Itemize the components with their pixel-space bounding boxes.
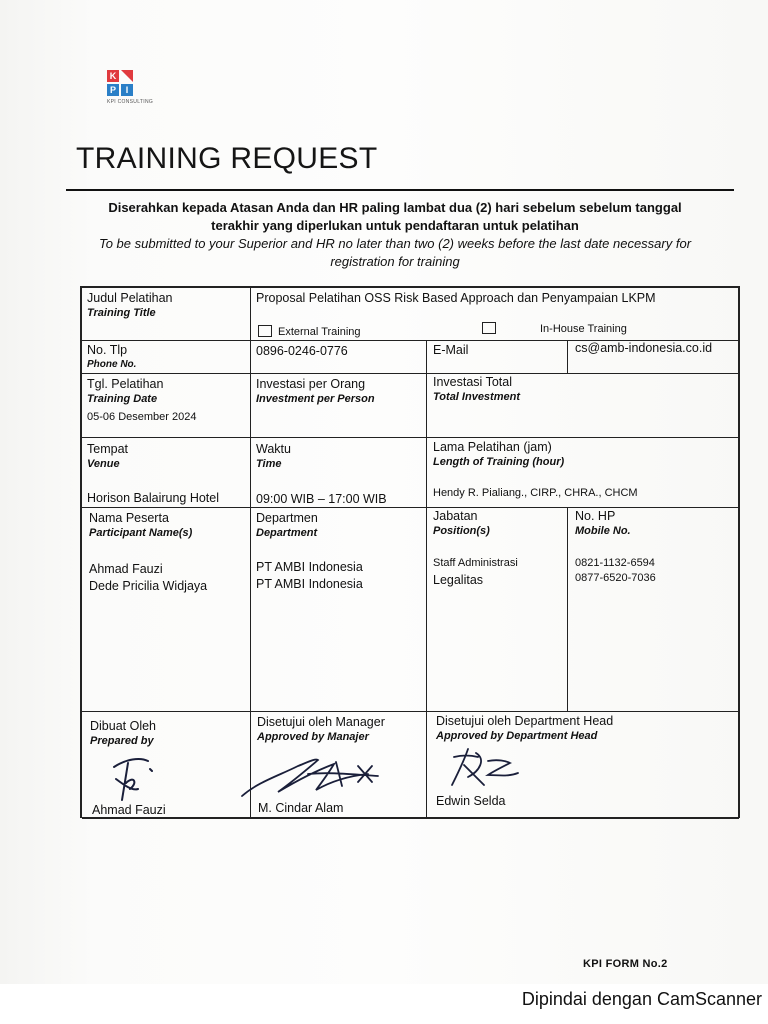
manager-approval-label: Disetujui oleh Manager Approved by Manajer — [257, 715, 385, 743]
instruction-en-line1: To be submitted to your Superior and HR no later than two (2) weeks before the last date necessary for — [98, 236, 692, 251]
training-title-value: Proposal Pelatihan OSS Risk Based Approach dan Penyampaian LKPM — [256, 291, 656, 305]
inhouse-training-checkbox[interactable] — [482, 322, 496, 334]
participant-name: Dede Pricilia Widjaya — [89, 579, 208, 593]
time-label: Waktu Time — [256, 442, 291, 470]
camscanner-text: Dipindai dengan CamScanner — [521, 989, 762, 1009]
mobile-label: No. HP Mobile No. — [575, 509, 631, 537]
row-line-5 — [80, 711, 739, 712]
table-border-right — [738, 286, 740, 818]
instruction-id-line2: terakhir yang diperlukan untuk pendaftaran untuk pelatihan — [211, 218, 579, 233]
phone-label: No. Tlp Phone No. — [87, 343, 137, 370]
time-value: 09:00 WIB – 17:00 WIB — [256, 492, 387, 506]
email-label: E-Mail — [433, 343, 469, 357]
prepared-by-signature — [104, 745, 164, 805]
row-line-4 — [80, 507, 739, 508]
table-border-left — [80, 286, 82, 818]
logo-tagline: KPI CONSULTING — [107, 99, 154, 105]
email-value: cs@amb-indonesia.co.id — [575, 341, 713, 355]
logo-letter-k: K — [107, 70, 119, 82]
instruction-en-line2: registration for training — [330, 254, 460, 269]
participant-department: PT AMBI Indonesia — [256, 560, 363, 574]
table-border-top — [80, 286, 739, 288]
page-title: TRAINING REQUEST — [76, 142, 378, 175]
training-date-value: 05-06 Desember 2024 — [87, 411, 197, 423]
training-title-label: Judul Pelatihan Training Title — [87, 291, 173, 319]
manager-name: M. Cindar Alam — [258, 801, 344, 815]
participant-name: Ahmad Fauzi — [89, 562, 163, 576]
participant-mobile: 0877-6520-7036 — [575, 572, 656, 584]
prepared-by-label: Dibuat Oleh Prepared by — [90, 719, 157, 747]
col-line-3b — [567, 507, 568, 711]
total-investment-label: Investasi Total Total Investment — [433, 375, 520, 403]
row-line-3 — [80, 437, 739, 438]
investment-per-person-label: Investasi per Orang Investment per Person — [256, 377, 375, 405]
form-code: KPI FORM No.2 — [583, 958, 668, 970]
participant-position: Legalitas — [433, 573, 484, 587]
kpi-logo — [107, 70, 154, 110]
venue-value: Horison Balairung Hotel — [87, 491, 220, 505]
prepared-by-name: Ahmad Fauzi — [92, 803, 166, 817]
external-training-label: External Training — [278, 326, 361, 338]
col-line-2 — [426, 340, 427, 818]
logo-letter-p: P — [107, 84, 119, 96]
position-label: Jabatan Position(s) — [433, 509, 490, 537]
title-rule — [66, 189, 734, 191]
camscanner-watermark-bar — [0, 984, 768, 1024]
department-head-name: Edwin Selda — [436, 794, 506, 808]
participant-position: Staff Administrasi — [433, 557, 518, 569]
col-line-3a — [567, 340, 568, 373]
participant-department: PT AMBI Indonesia — [256, 577, 363, 591]
manager-signature — [238, 752, 388, 802]
training-date-label: Tgl. Pelatihan Training Date — [87, 377, 164, 405]
trainer-value: Hendy R. Pialiang., CIRP., CHRA., CHCM — [433, 487, 638, 499]
table-border-bottom — [82, 817, 739, 819]
department-label: Departmen Department — [256, 511, 318, 539]
logo-triangle — [121, 70, 133, 82]
venue-label: Tempat Venue — [87, 442, 128, 470]
instruction-id-line1: Diserahkan kepada Atasan Anda dan HR paling lambat dua (2) hari sebelum sebelum tanggal — [108, 200, 682, 215]
inhouse-training-label: In-House Training — [540, 323, 627, 335]
participants-label: Nama Peserta Participant Name(s) — [89, 511, 193, 539]
department-head-approval-label: Disetujui oleh Department Head Approved by Department Head — [436, 714, 614, 742]
participant-mobile: 0821-1132-6594 — [575, 557, 655, 569]
external-training-checkbox[interactable] — [258, 325, 272, 337]
length-of-training-label: Lama Pelatihan (jam) Length of Training (hour) — [433, 440, 565, 468]
department-head-signature — [448, 745, 528, 790]
row-line-2 — [80, 373, 739, 374]
phone-value: 0896-0246-0776 — [256, 344, 348, 358]
logo-letter-i: I — [121, 84, 133, 96]
col-line-1 — [250, 286, 251, 818]
